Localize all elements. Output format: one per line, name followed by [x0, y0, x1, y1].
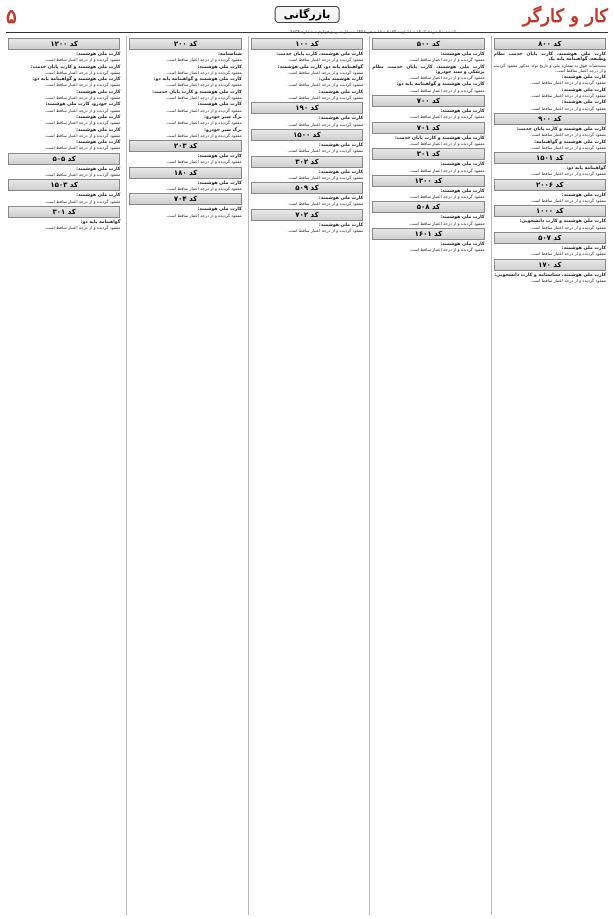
section-code-header: کد ۱۵۰۱: [494, 152, 606, 164]
ad-body: مفقود گردیده و از درجه اعتبار ساقط است.: [165, 82, 242, 88]
ad-body: مفقود گردیده و از درجه اعتبار ساقط است.: [165, 132, 242, 138]
ad-body: مفقود گردیده و از درجه اعتبار ساقط است.: [530, 251, 606, 257]
section-code-header: کد ۸۰۰: [494, 38, 606, 50]
ad-body: مفقود گردیده و از درجه اعتبار ساقط است.: [530, 198, 606, 204]
ad-body: مفقود گردیده و از درجه اعتبار ساقط است.: [165, 57, 242, 63]
ad-body: مفقود گردیده و از درجه اعتبار ساقط است.: [165, 69, 242, 75]
ad-body: مفقود گردیده و از درجه اعتبار ساقط است.: [44, 145, 121, 151]
classified-ad: [372, 52, 484, 63]
ad-body: مفقود گردیده و از درجه اعتبار ساقط است.: [287, 69, 364, 75]
ad-heading: کارت ملی هوشمند و کارت پایان خدمت:: [516, 126, 606, 132]
classified-ad: [8, 167, 120, 178]
section-code-header: کد ۱۳۰۰: [372, 175, 484, 187]
ad-heading: کارت ملی هوشمند و گواهینامه پایه دو:: [32, 77, 121, 83]
classified-ad: [251, 170, 363, 181]
ad-body: مفقود گردیده و از درجه اعتبار ساقط است.: [165, 95, 242, 101]
column: [248, 36, 365, 915]
ad-body: مفقود گردیده و از درجه اعتبار ساقط است.: [287, 95, 364, 101]
section-title: بازرگانی: [275, 6, 340, 23]
ad-heading: کارت ملی هوشمند و کارت دانشجویی:: [519, 219, 606, 225]
classified-ad: [251, 223, 363, 234]
classified-ad: [372, 82, 484, 93]
ad-heading: کارت ملی هوشمند:: [440, 109, 485, 115]
ad-heading: کارت ملی هوشمند:: [440, 215, 485, 221]
ad-body: مفقود گردیده و از درجه اعتبار ساقط است.: [44, 132, 121, 138]
classified-ad: [8, 65, 120, 76]
ad-heading: کارت ملی هوشمند:: [318, 196, 364, 202]
classified-ad: [129, 90, 241, 101]
ad-body: مفقود گردیده و از درجه اعتبار ساقط است.: [44, 69, 121, 75]
classified-ad: [372, 242, 484, 253]
ad-heading: کارت ملی هوشمند:: [440, 188, 485, 194]
classified-ad: [129, 115, 241, 126]
classified-ad: [8, 128, 120, 139]
classified-ad: [8, 52, 120, 63]
ad-body: مفقود گردیده و از درجه اعتبار ساقط است.: [44, 107, 121, 113]
classified-ad: [251, 116, 363, 127]
section-code-header: کد ۱۲۰۰: [8, 38, 120, 50]
section-code-header: کد ۱۶۰۱: [372, 228, 484, 240]
ad-body: مفقود گردیده و از درجه اعتبار ساقط است.: [408, 167, 485, 173]
classified-ad: [251, 65, 363, 76]
classified-ad: [8, 140, 120, 151]
classified-ad: [8, 90, 120, 101]
ad-heading: کارت ملی هوشمند:: [561, 87, 606, 93]
ad-heading: کارت ملی هوشمند:: [197, 102, 242, 108]
classified-ad: [494, 273, 606, 284]
ad-body: مفقود گردیده و از درجه اعتبار ساقط است.: [165, 186, 242, 192]
ad-body: مفقود گردیده و از درجه اعتبار ساقط است.: [530, 144, 606, 150]
column: [369, 36, 486, 915]
ad-body: مفقود گردیده و از درجه اعتبار ساقط است.: [165, 120, 242, 126]
ad-body: مفقود گردیده و از درجه اعتبار ساقط است.: [530, 224, 606, 230]
ad-heading: کارت ملی هوشمند:: [197, 207, 242, 213]
section-code-header: کد ۱۷۰: [494, 259, 606, 271]
ad-heading: برگ سبز خودرو:: [204, 127, 242, 133]
ad-body: مفقود گردیده و از درجه اعتبار ساقط است.: [530, 132, 606, 138]
ad-body: مفقود گردیده و از درجه اعتبار ساقط است.: [287, 201, 364, 207]
ad-heading: کارت ملی هوشمند:: [197, 64, 242, 70]
section-code-header: کد ۱۵۰۳: [8, 179, 120, 191]
classified-ad: [494, 100, 606, 111]
ad-body: مفقود گردیده و از درجه اعتبار ساقط است.: [44, 225, 121, 231]
ad-heading: کارت ملی هوشمند:: [318, 116, 364, 122]
ad-heading: کارت ملی هوشمند، شناسنامه و کارت دانشجویی:: [494, 272, 606, 278]
classified-ad: [129, 207, 241, 218]
classified-ad: [372, 136, 484, 147]
classified-ad: [251, 196, 363, 207]
ad-body: مفقود گردیده و از درجه اعتبار ساقط است.: [408, 140, 485, 146]
ad-body: مفقود گردیده و از درجه اعتبار ساقط است.: [408, 75, 485, 81]
ad-heading: کارت ملی هوشمند:: [76, 114, 121, 120]
classified-ad: [494, 88, 606, 99]
classified-ad: [251, 143, 363, 154]
ad-heading: کارت ملی هوشمند و کارت پایان خدمت:: [152, 89, 242, 95]
ad-body: مفقود گردیده و از درجه اعتبار ساقط است.: [408, 247, 485, 253]
ad-heading: کارت ملی هوشمند:: [561, 75, 606, 81]
ad-heading: کارت ملی هوشمند و گواهینامه پایه دو:: [153, 77, 242, 83]
column: [6, 36, 122, 915]
ad-heading: کارت ملی هوشمند:: [561, 100, 606, 106]
ad-body: مفقود گردیده و از درجه اعتبار ساقط است.: [408, 114, 485, 120]
ad-body: مفقود گردیده و از درجه اعتبار ساقط است.: [44, 120, 121, 126]
classified-ad: [8, 102, 120, 113]
ad-body: مفقود گردیده و از درجه اعتبار ساقط است.: [408, 57, 485, 63]
classified-ad: [494, 52, 606, 73]
classified-ad: [129, 102, 241, 113]
classified-ad: [372, 189, 484, 200]
ad-heading: کارت خودرو، کارت ملی هوشمند:: [45, 102, 121, 108]
section-code-header: کد ۵۰۸: [372, 201, 484, 213]
classified-columns: [6, 36, 608, 915]
ad-heading: کارت ملی هوشمند، کارت پایان خدمت:: [276, 52, 364, 57]
ad-heading: کارت ملی هوشمند و گواهینامه پایه دو:: [396, 82, 485, 88]
section-code-header: کد ۱۰۰: [251, 38, 363, 50]
ad-heading: کارت ملی هوشمند:: [561, 245, 606, 251]
ad-body: مفقود گردیده و از درجه اعتبار ساقط است.: [165, 159, 242, 165]
classified-ad: [8, 77, 120, 88]
ad-body: مفقود گردیده و از درجه اعتبار ساقط است.: [530, 171, 606, 177]
ad-heading: کارت ملی هوشمند:: [318, 169, 364, 175]
classified-ad: [251, 77, 363, 88]
ad-body: مفقود گردیده و از درجه اعتبار ساقط است.: [530, 93, 606, 99]
ad-heading: کارت ملی هوشمند:: [440, 242, 485, 248]
masthead: [6, 4, 608, 35]
section-code-header: کد ۵۰۰: [372, 38, 484, 50]
ad-body: مفقود گردیده و از درجه اعتبار ساقط است.: [530, 80, 606, 86]
ad-body: مفقود گردیده و از درجه اعتبار ساقط است.: [287, 57, 364, 63]
section-code-header: کد ۹۰۰: [494, 113, 606, 125]
section-code-header: کد ۳۰۲: [251, 156, 363, 168]
ad-body: مفقود گردیده و از درجه اعتبار ساقط است.: [287, 174, 364, 180]
classified-ad: [129, 52, 241, 63]
classified-ad: [129, 154, 241, 165]
classified-ad: [8, 193, 120, 204]
ad-heading: گواهینامه پایه دو:: [80, 219, 121, 225]
page-number: ۵: [6, 4, 17, 28]
section-code-header: کد ۱۰۰۰: [494, 205, 606, 217]
classified-ad: [494, 166, 606, 177]
ad-heading: برگ سبز خودرو:: [204, 114, 242, 120]
section-code-header: کد ۲۰۰: [129, 38, 241, 50]
section-code-header: کد ۵۰۵: [8, 153, 120, 165]
ad-body: مفقود گردیده و از درجه اعتبار ساقط است.: [44, 198, 121, 204]
classified-ad: [251, 52, 363, 63]
section-code-header: کد ۷۰۰: [372, 95, 484, 107]
column: [491, 36, 608, 915]
classified-ad: [372, 109, 484, 120]
ad-heading: شناسنامه:: [218, 52, 242, 57]
section-code-header: کد ۷۰۲: [251, 209, 363, 221]
classified-ad: [8, 115, 120, 126]
classified-ad: [372, 65, 484, 81]
classified-ad: [494, 127, 606, 138]
ad-heading: کارت ملی هوشمند:: [318, 222, 364, 228]
ad-heading: کارت ملی هوشمند:: [76, 52, 121, 57]
ad-body: مفقود گردیده و از درجه اعتبار ساقط است.: [44, 57, 121, 63]
ad-heading: کارت ملی هوشمند:: [440, 52, 485, 57]
column: [126, 36, 243, 915]
ad-heading: کارت ملی هوشمند:: [76, 89, 121, 95]
masthead-divider: [6, 32, 608, 33]
section-code-header: کد ۲۰۰۶: [494, 179, 606, 191]
ad-body: مفقود گردیده و از درجه اعتبار ساقط است.: [408, 87, 485, 93]
ad-heading: کارت ملی هوشمند:: [76, 193, 121, 199]
ad-heading: گواهینامه پایه دو، کارت ملی هوشمند:: [277, 64, 364, 70]
issue-line: یکشنبه ۲۰ مرداد ۱۴۰۳ - ۱۱ اوت ۲۰۲۴ - ۱۶ صفر ۱۴۴۶ - سال سی و چهارم - شماره ۹۸۳۴: [290, 30, 458, 35]
classified-ad: [251, 90, 363, 101]
ad-body: مشخصات فوق به شماره ملی و تاریخ تولد مذکور مفقود گردیده و از درجه اعتبار ساقط است.: [493, 62, 606, 73]
ad-heading: کارت ملی هوشمند:: [197, 180, 242, 186]
classified-ad: [372, 215, 484, 226]
ad-body: مفقود گردیده و از درجه اعتبار ساقط است.: [287, 148, 364, 154]
ad-heading: گواهینامه پایه دو:: [566, 166, 606, 172]
classified-ad: [494, 246, 606, 257]
section-code-header: کد ۱۸۰: [129, 167, 241, 179]
ad-body: مفقود گردیده و از درجه اعتبار ساقط است.: [408, 220, 485, 226]
ad-heading: کارت ملی هوشمند:: [561, 192, 606, 198]
ad-heading: کارت ملی هوشمند و کارت پایان خدمت:: [30, 64, 121, 70]
classified-ad: [494, 75, 606, 86]
ad-heading: کارت ملی هوشمند:: [76, 127, 121, 133]
ad-body: مفقود گردیده و از درجه اعتبار ساقط است.: [287, 228, 364, 234]
ad-heading: کارت ملی هوشمند، کارت پایان خدمت نظام وظیفه، گواهینامه پایه یک: [493, 52, 606, 63]
ad-body: مفقود گردیده و از درجه اعتبار ساقط است.: [44, 95, 121, 101]
section-code-header: کد ۵۰۷: [494, 232, 606, 244]
section-code-header: کد ۲۰۳: [129, 140, 241, 152]
section-code-header: کد ۳۰۱: [8, 206, 120, 218]
section-code-header: کد ۷۰۴: [129, 193, 241, 205]
section-code-header: کد ۷۰۱: [372, 122, 484, 134]
ad-heading: کارت ملی هوشمند و گواهینامه:: [534, 139, 606, 145]
section-code-header: کد ۳۰۱: [372, 148, 484, 160]
ad-body: مفقود گردیده و از درجه اعتبار ساقط است.: [165, 212, 242, 218]
section-code-header: کد ۱۹۰: [251, 102, 363, 114]
ad-heading: کارت ملی هوشمند:: [76, 140, 121, 146]
ad-heading: کارت ملی هوشمند، کارت پایان خدمت، نظام پزشکی و سند خودرو:: [372, 64, 485, 75]
classified-ad: [494, 140, 606, 151]
classified-ad: [8, 220, 120, 231]
ad-body: مفقود گردیده و از درجه اعتبار ساقط است.: [530, 105, 606, 111]
ad-body: مفقود گردیده و از درجه اعتبار ساقط است.: [408, 194, 485, 200]
classified-ad: [372, 162, 484, 173]
ad-heading: کارت هوشمند ملی:: [318, 77, 364, 83]
ad-heading: کارت ملی هوشمند و کارت پایان خدمت:: [394, 135, 485, 141]
ad-heading: کارت ملی هوشمند:: [440, 162, 485, 168]
ad-body: مفقود گردیده و از درجه اعتبار ساقط است.: [165, 107, 242, 113]
classified-ad: [494, 193, 606, 204]
section-code-header: کد ۵۰۹: [251, 182, 363, 194]
classified-ad: [129, 77, 241, 88]
newspaper-logo: کار و کارگر: [522, 6, 608, 27]
classified-ad: [129, 181, 241, 192]
ad-heading: کارت ملی هوشمند:: [318, 89, 364, 95]
classified-ad: [129, 128, 241, 139]
ad-body: مفقود گردیده و از درجه اعتبار ساقط است.: [287, 121, 364, 127]
ad-body: مفقود گردیده و از درجه اعتبار ساقط است.: [530, 277, 606, 283]
classified-ad: [494, 219, 606, 230]
ad-heading: کارت ملی هوشمند:: [318, 142, 364, 148]
ad-body: مفقود گردیده و از درجه اعتبار ساقط است.: [44, 82, 121, 88]
ad-body: مفقود گردیده و از درجه اعتبار ساقط است.: [44, 172, 121, 178]
section-code-header: کد ۱۵۰۰: [251, 129, 363, 141]
classified-ad: [129, 65, 241, 76]
ad-body: مفقود گردیده و از درجه اعتبار ساقط است.: [287, 82, 364, 88]
ad-heading: کارت ملی هوشمند:: [76, 166, 121, 172]
ad-heading: کارت ملی هوشمند:: [197, 154, 242, 160]
